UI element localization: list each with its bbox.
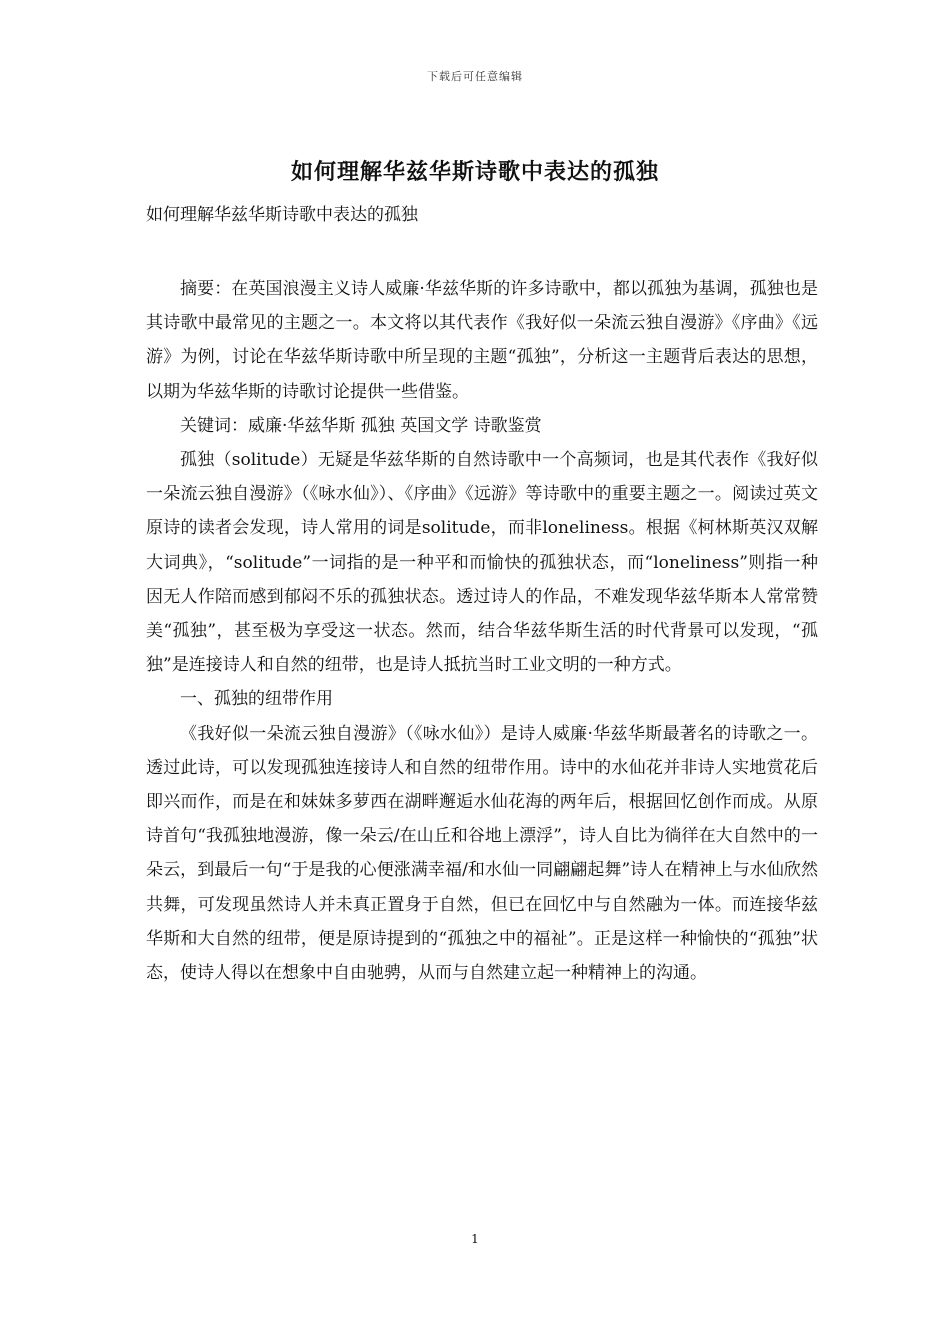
document-subtitle: 如何理解华兹华斯诗歌中表达的孤独 xyxy=(146,205,418,225)
abstract-paragraph: 摘要：在英国浪漫主义诗人威廉·华兹华斯的许多诗歌中，都以孤独为基调，孤独也是其诗歌中最常见的主题之一。本文将以其代表作《我好似一朵流云独自漫游》《序曲》《远游》为例，讨论在华兹华斯诗歌中所呈现的主题“孤独”，分析这一主题背后表达的思想，以期为华兹华斯的诗歌讨论提供一些借鉴。 xyxy=(146,279,818,402)
page-number: 1 xyxy=(471,1232,479,1246)
document-title: 如何理解华兹华斯诗歌中表达的孤独 xyxy=(290,159,659,185)
keywords-paragraph: 关键词：威廉·华兹华斯 孤独 英国文学 诗歌鉴赏 xyxy=(180,415,542,436)
intro-paragraph: 孤独（solitude）无疑是华兹华斯的自然诗歌中一个高频词，也是其代表作《我好似一朵流云独自漫游》（《咏水仙》）、《序曲》《远游》等诗歌中的重要主题之一。阅读过英文原诗的读者会发现，诗人常用的词是solitude，而非loneliness。根据《柯林斯英汉双解大词典》，“solitude”一词指的是一种平和而愉快的孤独状态，而“loneliness”则指一种因无人作陪而感到郁闷不乐的孤独状态。透过诗人的作品，不难发现华兹华斯本人常常赞美“孤独”，甚至极为享受这一状态。然而，结合华兹华斯生活的时代背景可以发现，“孤独”是连接诗人和自然的纽带，也是诗人抵抗当时工业文明的一种方式。 xyxy=(146,450,818,676)
document-body xyxy=(146,272,818,990)
header-note: 下载后可任意编辑 xyxy=(427,70,523,83)
section-heading: 一、孤独的纽带作用 xyxy=(180,689,333,710)
section-paragraph: 《我好似一朵流云独自漫游》（《咏水仙》）是诗人威廉·华兹华斯最著名的诗歌之一。透过此诗，可以发现孤独连接诗人和自然的纽带作用。诗中的水仙花并非诗人实地赏花后即兴而作，而是在和妹妹多萝西在湖畔邂逅水仙花海的两年后，根据回忆创作而成。从原诗首句“我孤独地漫游，像一朵云/在山丘和谷地上漂浮”，诗人自比为徜徉在大自然中的一朵云，到最后一句“于是我的心便涨满幸福/和水仙一同翩翩起舞”诗人在精神上与水仙欣然共舞，可发现虽然诗人并未真正置身于自然，但已在回忆中与自然融为一体。而连接华兹华斯和大自然的纽带，便是原诗提到的“孤独之中的福祉”。正是这样一种愉快的“孤独”状态，使诗人得以在想象中自由驰骋，从而与自然建立起一种精神上的沟通。 xyxy=(146,723,818,984)
